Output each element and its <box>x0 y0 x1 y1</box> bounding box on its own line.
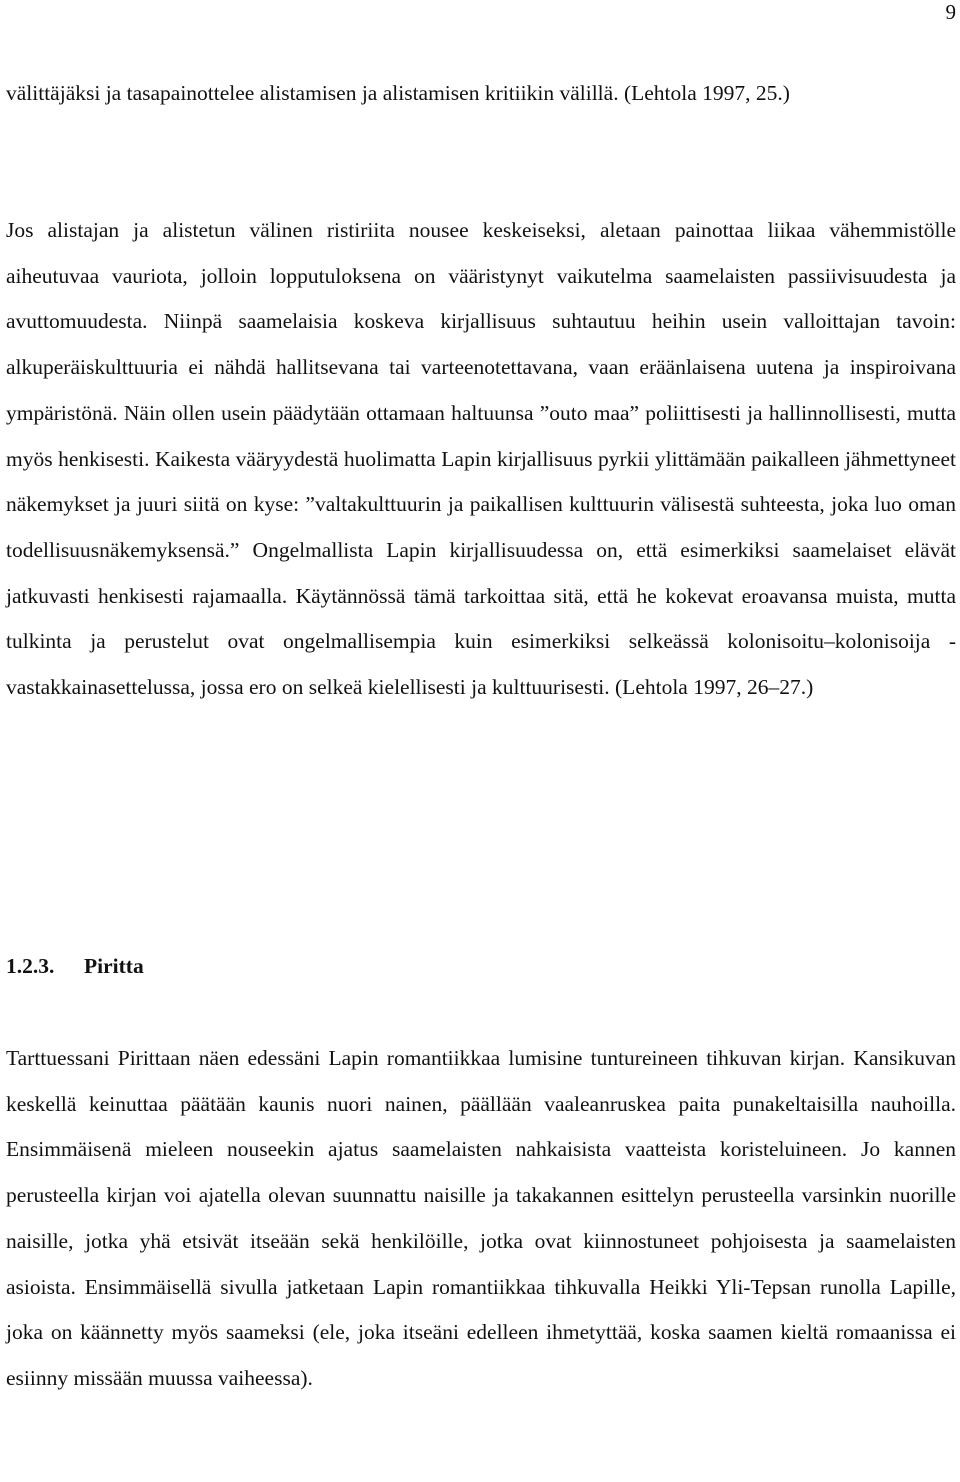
section-number: 1.2.3. <box>6 954 55 978</box>
page-number: 9 <box>945 0 956 24</box>
section-heading <box>6 950 144 982</box>
paragraph-1-text: Jos alistajan ja alistetun välinen ristiriita nousee keskeiseksi, aletaan painottaa liikaa vähemmistölle aiheutuvaa vauriota, jolloin lopputuloksena on vääristynyt vaikutelma saamelaisten passiivisuudesta ja avuttomuudesta. Niinpä saamelaisia koskeva kirjallisuus suhtautuu heihin usein valloittajan tavoin: alkuperäiskulttuuria ei nähdä hallitsevana tai varteenotettavana, vaan eräänlaisena uutena ja inspiroivana ympäristönä. Näin ollen usein päädytään ottamaan haltuunsa ”outo maa” poliittisesti ja hallinnollisesti, mutta myös henkisesti. Kaikesta vääryydestä huolimatta Lapin kirjallisuus pyrkii ylittämään paikalleen jähmettyneet näkemykset ja juuri siitä on kyse: ”valtakulttuurin ja paikallisen kulttuurin välisestä suhteesta, joka luo oman todellisuusnäkemyksensä.” Ongelmallista Lapin kirjallisuudessa on, että esimerkiksi saamelaiset elävät jatkuvasti henkisesti rajamaalla. Käytännössä tämä tarkoittaa sitä, että he kokevat eroavansa muista, mutta tulkinta ja perustelut ovat ongelmallisempia kuin esimerkiksi selkeässä kolonisoitu–kolonisoija -vastakkainasettelussa, jossa ero on selkeä kielellisesti ja kulttuurisesti. (Lehtola 1997, 26–27.) <box>6 218 956 700</box>
body-paragraph-2 <box>6 1036 956 1402</box>
body-paragraph-1 <box>6 208 956 711</box>
paragraph-2-text: Tarttuessani Pirittaan näen edessäni Lapin romantiikkaa lumisine tuntureineen tihkuvan kirjan. Kansikuvan keskellä keinuttaa päätään kaunis nuori nainen, päällään vaaleanruskea paita punakeltaisilla nauhoilla. Ensimmäisenä mieleen nouseekin ajatus saamelaisten nahkaisista vaatteista koristeluineen. Jo kannen perusteella kirjan voi ajatella olevan suunnattu naisille ja takakannen esittelyn perusteella varsinkin nuorille naisille, jotka yhä etsivät itseään sekä henkilöille, jotka ovat kiinnostuneet pohjoisesta ja saamelaisten asioista. Ensimmäisellä sivulla jatketaan Lapin romantiikkaa tihkuvalla Heikki Yli-Tepsan runolla Lapille, joka on käännetty myös saameksi (ele, joka itseäni edelleen ihmetyttää, koska saamen kieltä romaanissa ei esiinny missään muussa vaiheessa). <box>6 1046 956 1390</box>
section-title: Piritta <box>84 954 144 978</box>
continuation-text: välittäjäksi ja tasapainottelee alistamisen ja alistamisen kritiikin välillä. (Lehtola 1997, 25.) <box>6 81 790 105</box>
continuation-paragraph <box>6 71 956 117</box>
